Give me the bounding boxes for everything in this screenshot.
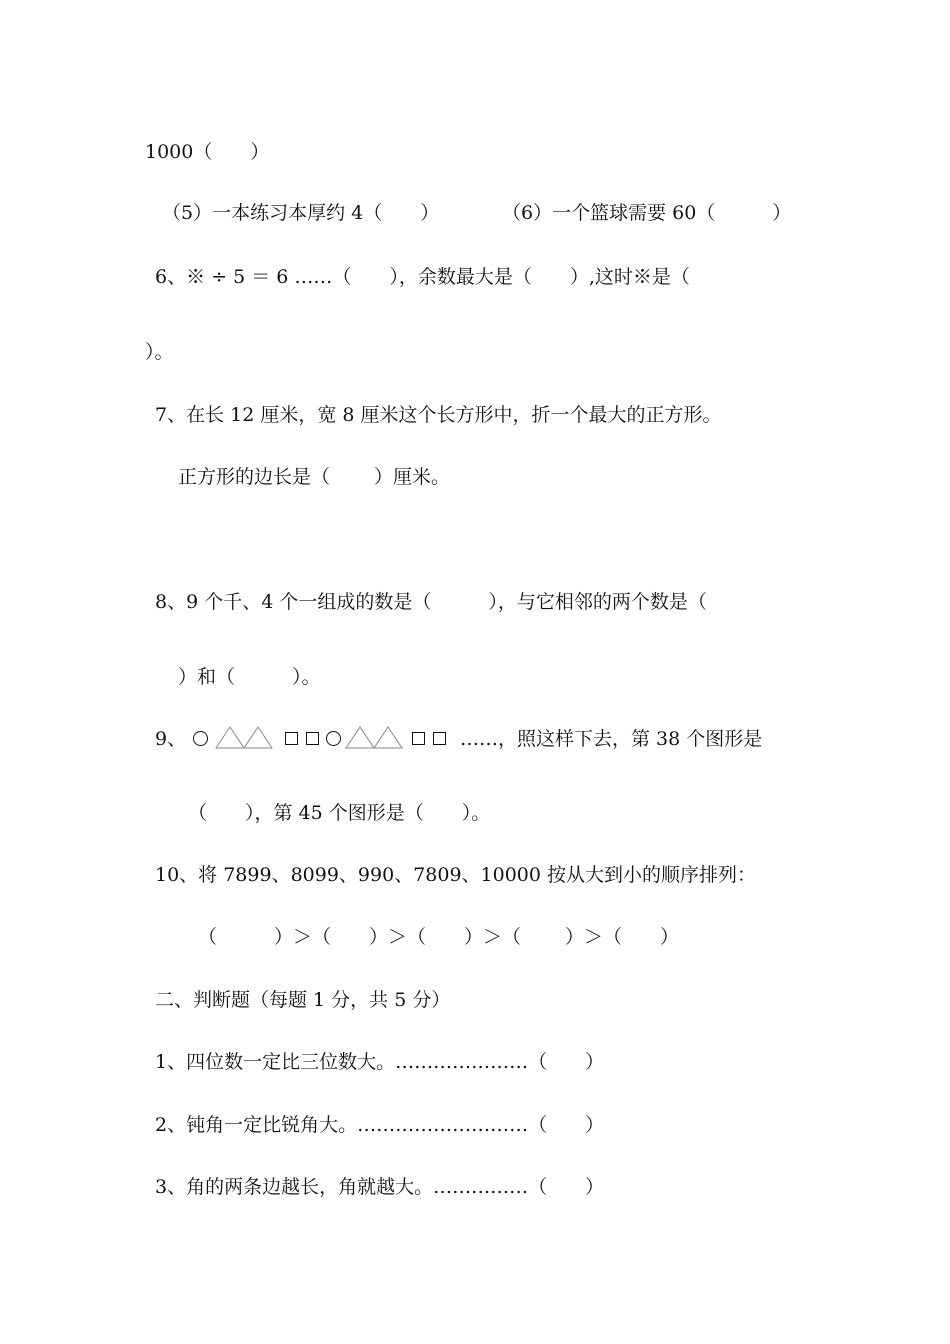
question-10: 10、将 7899、8099、990、7809、10000 按从大到小的顺序排列： xyxy=(155,864,757,886)
judgement-2: 2、钝角一定比锐角大。………………………（ ） xyxy=(155,1114,605,1136)
question-9-text: ……，照这样下去，第 38 个图形是 xyxy=(460,728,763,750)
section-2-heading: 二、判断题（每题 1 分，共 5 分） xyxy=(155,989,451,1011)
judgement-1: 1、四位数一定比三位数大。…………………（ ） xyxy=(155,1051,605,1073)
shape-sequence xyxy=(188,722,458,752)
question-6: 6、※ ÷ 5 ＝ 6 ……（ ），余数最大是（ ）,这时※是（ xyxy=(155,266,690,288)
square-shape xyxy=(433,732,446,745)
judgement-3: 3、角的两条边越长，角就越大。……………（ ） xyxy=(155,1176,605,1198)
question-8: 8、9 个千、4 个一组成的数是（ ），与它相邻的两个数是（ xyxy=(155,591,707,613)
question-8-tail: ）和（ ）。 xyxy=(178,666,321,688)
question-6-tail: ）。 xyxy=(145,341,174,363)
circle-shape xyxy=(193,731,208,746)
circle-shape xyxy=(326,731,341,746)
question-7-answer: 正方形的边长是（ ）厘米。 xyxy=(178,466,451,488)
item-5-sub-6: （6）一个篮球需要 60（ ） xyxy=(502,202,792,224)
triangle-pair-shape xyxy=(344,725,404,749)
triangle-pair-shape xyxy=(214,725,274,749)
item-5-sub-5: （5）一本练习本厚约 4（ ） xyxy=(162,202,440,224)
square-shape xyxy=(306,732,319,745)
item-5-tail: 1000（ ） xyxy=(145,141,270,163)
question-9-number: 9、 xyxy=(155,728,187,750)
question-7: 7、在长 12 厘米，宽 8 厘米这个长方形中，折一个最大的正方形。 xyxy=(155,404,722,426)
square-shape xyxy=(412,732,425,745)
square-shape xyxy=(285,732,298,745)
question-9-answers: （ ），第 45 个图形是（ ）。 xyxy=(188,802,491,824)
question-10-answers: （ ）＞（ ）＞（ ）＞（ ）＞（ ） xyxy=(198,926,680,948)
